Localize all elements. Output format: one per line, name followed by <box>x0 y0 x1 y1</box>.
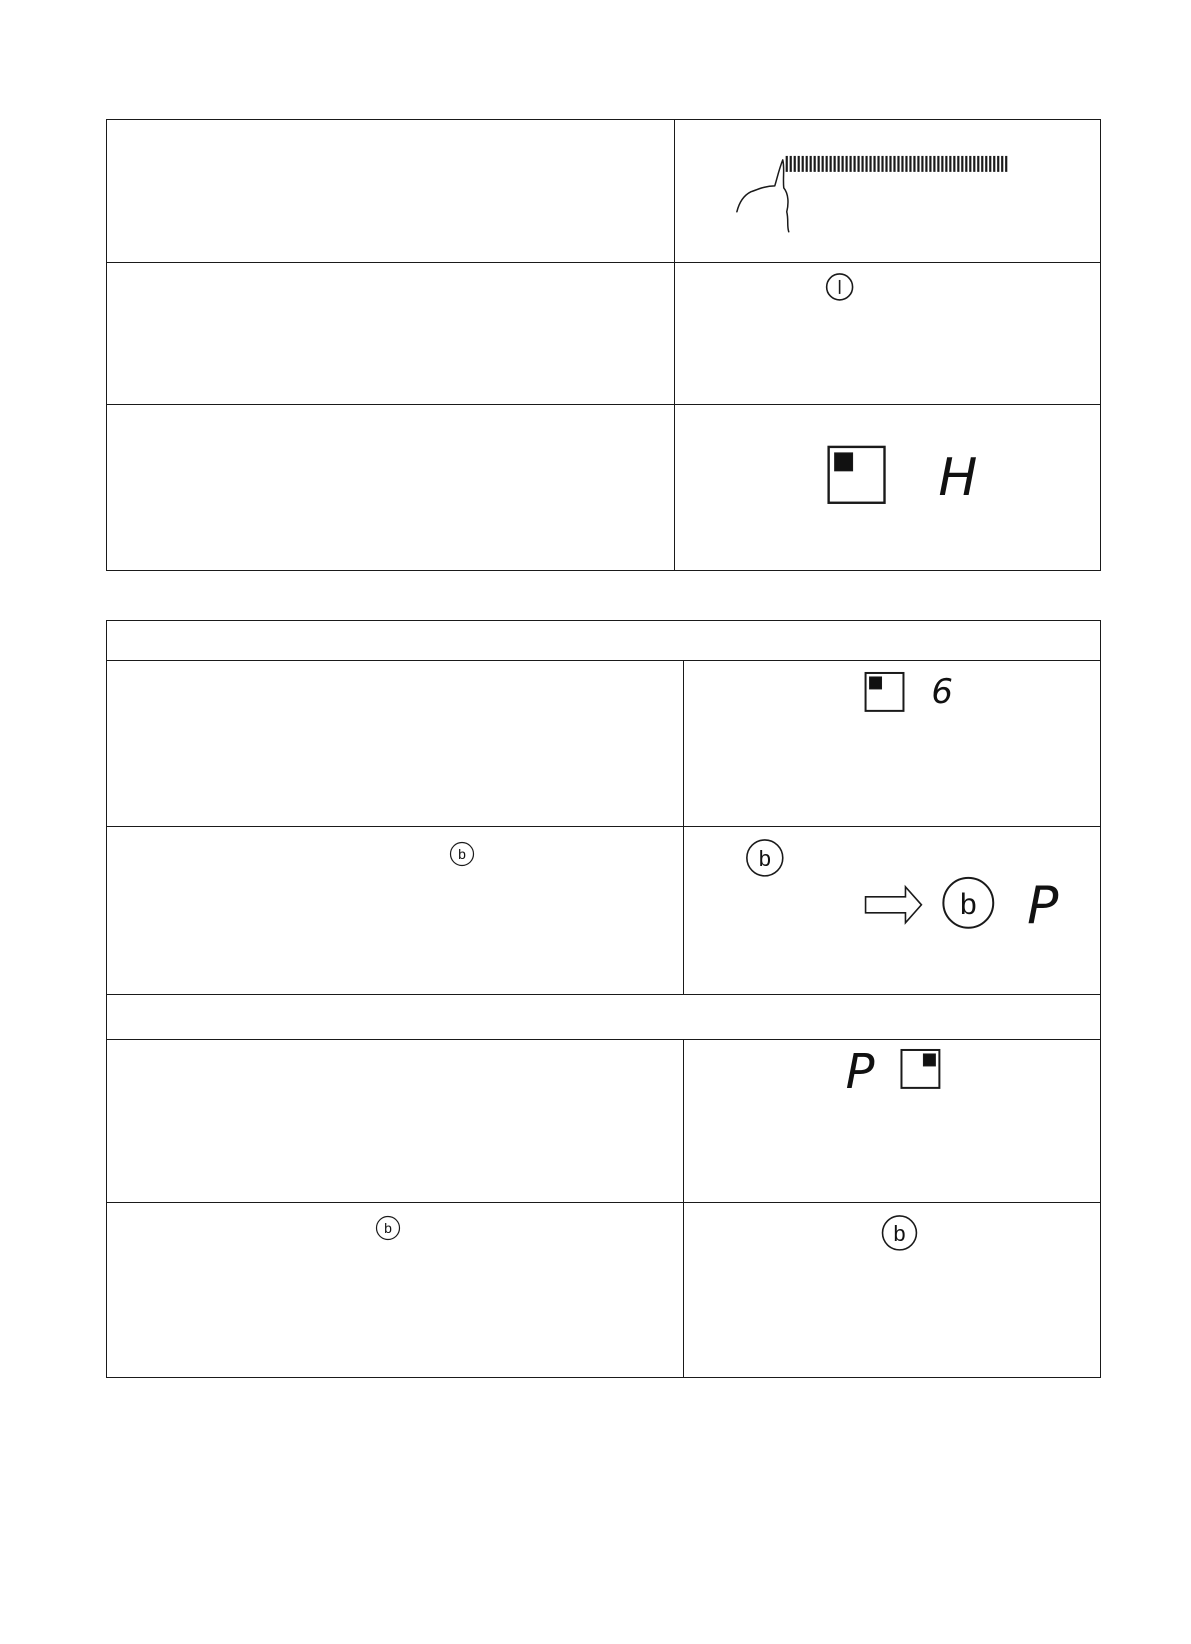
svg-text:b: b <box>384 1219 392 1236</box>
instruction-table-top <box>106 119 1101 571</box>
boost-b-icon <box>684 1203 1100 1378</box>
svg-text:b: b <box>458 845 466 862</box>
svg-text:b: b <box>893 1220 906 1246</box>
illustration-zone-display <box>675 405 1101 571</box>
boost-b-icon <box>375 1215 401 1241</box>
boost-b-icon <box>684 827 1100 995</box>
display-character: 6 <box>931 671 953 711</box>
step-text-cell <box>107 1202 684 1378</box>
svg-text:b: b <box>758 845 771 871</box>
hand-touch-slider-icon <box>675 120 1100 262</box>
zone-indicator-icon <box>684 1040 1100 1202</box>
illustration-slider-touch <box>675 120 1101 263</box>
illustration-boost-touch <box>684 1202 1101 1378</box>
hand-touch-power-icon <box>675 263 1100 405</box>
display-character: H <box>938 448 978 509</box>
section-header-row <box>107 621 1101 661</box>
illustration-zone-select <box>684 661 1101 827</box>
illustration-power-touch <box>675 262 1101 405</box>
step-text-cell <box>107 661 684 827</box>
step-text-cell <box>107 262 675 405</box>
step-text-cell <box>107 1040 684 1203</box>
step-text-cell <box>107 405 675 571</box>
step-text-cell <box>107 826 684 995</box>
svg-text:b: b <box>959 887 977 921</box>
display-character: P <box>845 1045 875 1101</box>
display-character: P <box>1027 875 1059 936</box>
instruction-table-bottom <box>106 620 1101 1378</box>
boost-b-icon <box>449 841 475 867</box>
illustration-boost-touch <box>684 826 1101 995</box>
zone-indicator-icon <box>675 405 1100 570</box>
section-header-row <box>107 995 1101 1040</box>
step-text-cell <box>107 120 675 263</box>
illustration-zone-select <box>684 1040 1101 1203</box>
arrow-right-icon <box>866 886 922 922</box>
zone-indicator-icon <box>684 661 1100 826</box>
